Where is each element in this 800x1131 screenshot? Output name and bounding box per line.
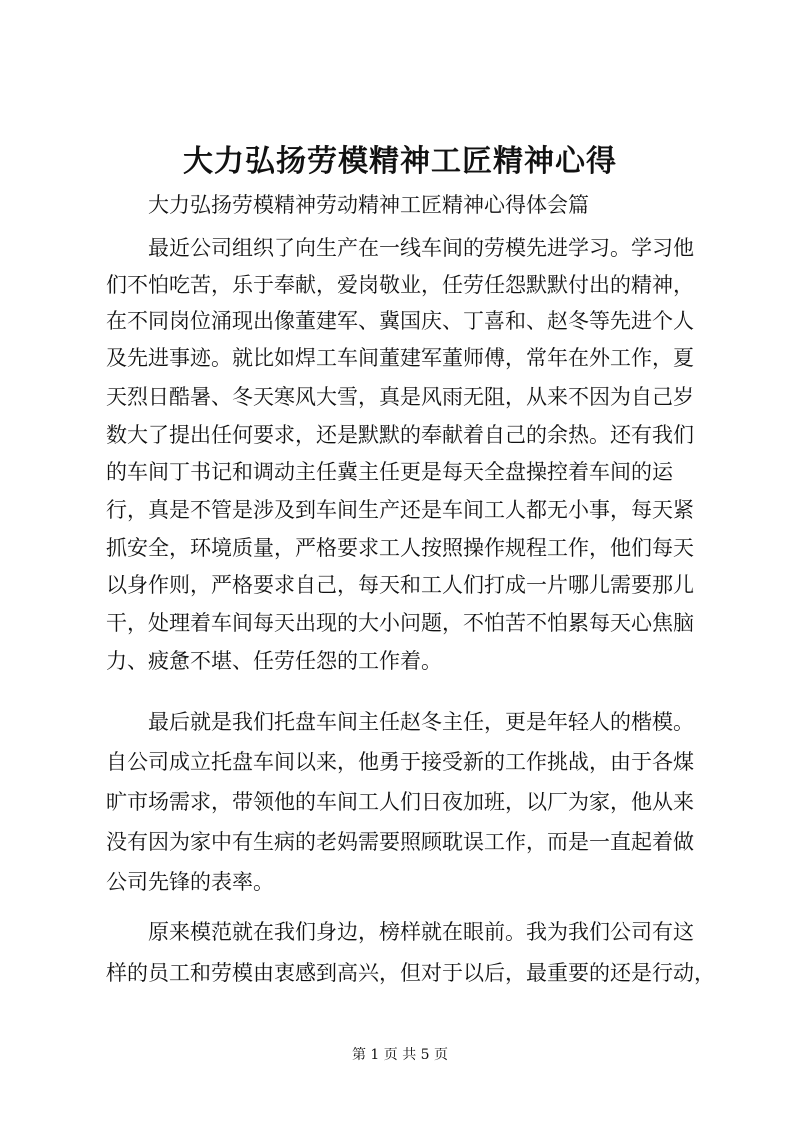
body-line: 最后就是我们托盘车间主任赵冬主任，更是年轻人的楷模。	[148, 710, 694, 734]
body-line: 原来模范就在我们身边，榜样就在眼前。我为我们公司有这	[148, 920, 694, 944]
body-line: 旷市场需求，带领他的车间工人们日夜加班，以厂为家，他从来	[106, 790, 694, 814]
body-line: 样的员工和劳模由衷感到高兴，但对于以后，最重要的还是行动，	[106, 961, 715, 985]
body-line: 的车间丁书记和调动主任冀主任更是每天全盘操控着车间的运	[106, 460, 673, 484]
body-line: 抓安全，环境质量，严格要求工人按照操作规程工作，他们每天	[106, 536, 694, 560]
body-line: 数大了提出任何要求，还是默默的奉献着自己的余热。还有我们	[106, 423, 694, 447]
body-line: 干，处理着车间每天出现的大小问题，不怕苦不怕累每天心焦脑	[106, 611, 694, 635]
document-subtitle: 大力弘扬劳模精神劳动精神工匠精神心得体会篇	[148, 193, 589, 217]
body-line: 最近公司组织了向生产在一线车间的劳模先进学习。学习他	[148, 236, 694, 260]
page-number: 第 1 页 共 5 页	[351, 1047, 449, 1063]
body-line: 在不同岗位涌现出像董建军、冀国庆、丁喜和、赵冬等先进个人	[106, 309, 694, 333]
document-title: 大力弘扬劳模精神工匠精神心得	[183, 144, 617, 179]
body-line: 以身作则，严格要求自己，每天和工人们打成一片哪儿需要那儿	[106, 573, 694, 597]
body-line: 及先进事迹。就比如焊工车间董建军董师傅，常年在外工作，夏	[106, 346, 694, 370]
body-line: 没有因为家中有生病的老妈需要照顾耽误工作，而是一直起着做	[106, 830, 694, 854]
body-line: 公司先锋的表率。	[106, 870, 274, 894]
body-line: 们不怕吃苦，乐于奉献，爱岗敬业，任劳任怨默默付出的精神，	[106, 273, 694, 297]
body-line: 力、疲惫不堪、任劳任怨的工作着。	[106, 649, 442, 673]
body-line: 天烈日酷暑、冬天寒风大雪，真是风雨无阻，从来不因为自己岁	[106, 385, 694, 409]
body-line: 自公司成立托盘车间以来，他勇于接受新的工作挑战，由于各煤	[106, 750, 694, 774]
body-line: 行，真是不管是涉及到车间生产还是车间工人都无小事，每天紧	[106, 498, 694, 522]
